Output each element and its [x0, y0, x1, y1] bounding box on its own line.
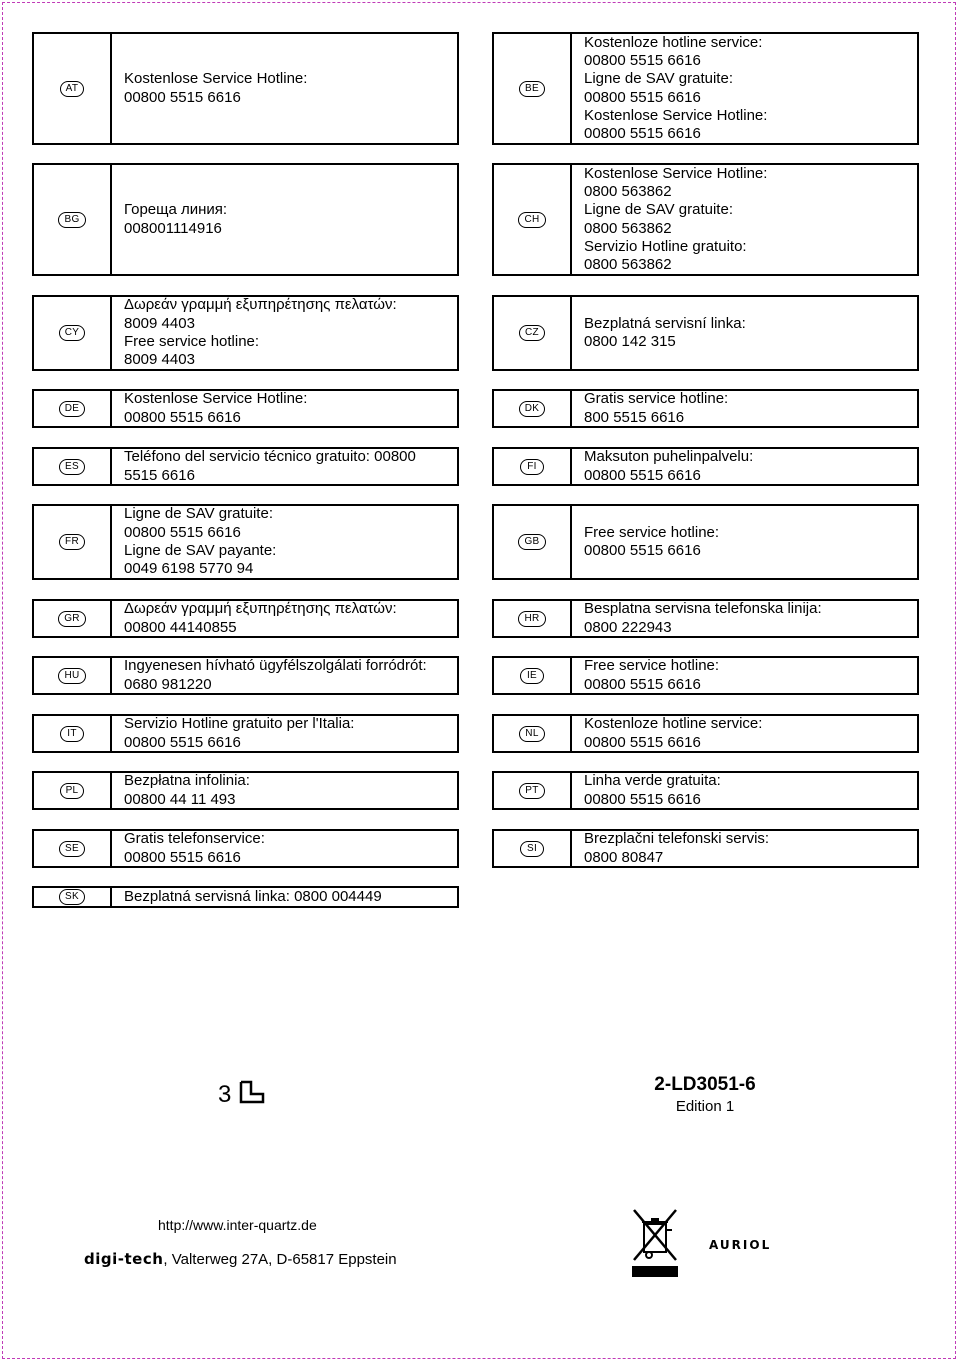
country-code-dk: DK	[494, 391, 572, 426]
crossed-out-wheelie-bin-icon	[632, 1208, 680, 1278]
country-code-hu: HU	[34, 658, 112, 693]
hotline-text: Gratis service hotline: 800 5515 6616	[584, 390, 729, 426]
country-code-gr: GR	[34, 601, 112, 636]
hotline-box-sk	[32, 886, 459, 908]
hotline-box-hu	[32, 656, 459, 695]
hotline-text: Teléfono del servicio técnico gratuito: 00800 5515 6616	[124, 448, 416, 484]
hotline-text: Kostenlose Service Hotline: 0800 563862 Ligne de SAV gratuite: 0800 563862 Servizio Hotline gratuito: 0800 563862	[584, 164, 768, 274]
hotline-text: Bezplatná servisní linka: 0800 142 315	[584, 314, 746, 350]
model-number: 2-LD3051-6	[654, 1074, 756, 1095]
address-text: , Valterweg 27A, D-65817 Eppstein	[163, 1250, 397, 1268]
hotline-text: Linha verde gratuita: 00800 5515 6616	[584, 772, 721, 808]
hotline-text: Free service hotline: 00800 5515 6616	[584, 657, 720, 693]
country-code-bg: BG	[34, 165, 112, 274]
hotline-text: Brezplačni telefonski servis: 0800 80847	[584, 830, 770, 866]
hotline-box-fi	[492, 447, 919, 486]
hotline-box-pl	[32, 771, 459, 810]
digitech-logo: digi-tech	[84, 1250, 164, 1268]
hotline-box-es	[32, 447, 459, 486]
hotline-text: Kostenloze hotline service: 00800 5515 6616	[584, 715, 763, 751]
hotline-text: Besplatna servisna telefonska linija: 0800 222943	[584, 600, 822, 636]
country-code-it: IT	[34, 716, 112, 751]
hotline-text: Δωρεάν γραμμή εξυπηρέτησης πελατών: 00800 44140855	[124, 600, 397, 636]
hotline-text: Servizio Hotline gratuito per l'Italia: 00800 5515 6616	[124, 715, 355, 751]
hotline-text: Kostenlose Service Hotline: 00800 5515 6616	[124, 390, 308, 426]
country-code-si: SI	[494, 831, 572, 866]
country-code-nl: NL	[494, 716, 572, 751]
country-code-fi: FI	[494, 449, 572, 484]
website-url: http://www.inter-quartz.de	[158, 1217, 317, 1233]
country-code-de: DE	[34, 391, 112, 426]
hotline-box-be	[492, 32, 919, 145]
edition-label: Edition 1	[675, 1098, 735, 1115]
country-code-at: AT	[34, 34, 112, 143]
hotline-box-hr	[492, 599, 919, 638]
auriol-logo: AURIOL	[709, 1238, 772, 1252]
country-code-pl: PL	[34, 773, 112, 808]
hotline-box-pt	[492, 771, 919, 810]
hotline-box-se	[32, 829, 459, 868]
country-code-cy: CY	[34, 297, 112, 369]
hotline-box-nl	[492, 714, 919, 753]
hotline-box-cy	[32, 295, 459, 371]
hotline-box-de	[32, 389, 459, 428]
hotline-text: Gratis telefonservice: 00800 5515 6616	[124, 830, 265, 866]
hotline-text: Δωρεάν γραμμή εξυπηρέτησης πελατών: 8009 4403 Free service hotline: 8009 4403	[124, 296, 397, 369]
page-number: 3	[218, 1080, 267, 1109]
hotline-box-ie	[492, 656, 919, 695]
hotline-text: Гореща линия: 008001114916	[124, 201, 228, 237]
country-code-sk: SK	[34, 888, 112, 906]
hotline-text: Maksuton puhelinpalvelu: 00800 5515 6616	[584, 448, 754, 484]
hotline-box-at	[32, 32, 459, 145]
hotline-box-cz	[492, 295, 919, 371]
hotline-text: Bezplatná servisná linka: 0800 004449	[124, 887, 382, 905]
country-code-se: SE	[34, 831, 112, 866]
company-address	[84, 1250, 397, 1268]
hotline-box-it	[32, 714, 459, 753]
hotline-box-gb	[492, 504, 919, 580]
hotline-text: Ingyenesen hívható ügyfélszolgálati forródrót: 0680 981220	[124, 657, 427, 693]
hotline-text: Free service hotline: 00800 5515 6616	[584, 523, 720, 559]
country-code-pt: PT	[494, 773, 572, 808]
hotline-text: Ligne de SAV gratuite: 00800 5515 6616 Ligne de SAV payante: 0049 6198 5770 94	[124, 505, 277, 578]
hotline-text: Kostenloze hotline service: 00800 5515 6616 Ligne de SAV gratuite: 00800 5515 6616 Kostenlose Service Hotline: 00800 5515 6616	[584, 33, 768, 143]
hotline-box-fr	[32, 504, 459, 580]
country-code-cz: CZ	[494, 297, 572, 369]
hotline-text: Bezpłatna infolinia: 00800 44 11 493	[124, 772, 250, 808]
hotline-box-bg	[32, 163, 459, 276]
page-corner-icon	[237, 1080, 267, 1106]
hotline-box-gr	[32, 599, 459, 638]
country-code-ie: IE	[494, 658, 572, 693]
country-code-gb: GB	[494, 506, 572, 578]
hotline-text: Kostenlose Service Hotline: 00800 5515 6616	[124, 70, 308, 106]
hotline-box-si	[492, 829, 919, 868]
model-info	[610, 1074, 800, 1115]
hotline-box-ch	[492, 163, 919, 276]
country-code-es: ES	[34, 449, 112, 484]
country-code-ch: CH	[494, 165, 572, 274]
country-code-hr: HR	[494, 601, 572, 636]
country-code-fr: FR	[34, 506, 112, 578]
hotline-box-dk	[492, 389, 919, 428]
country-code-be: BE	[494, 34, 572, 143]
